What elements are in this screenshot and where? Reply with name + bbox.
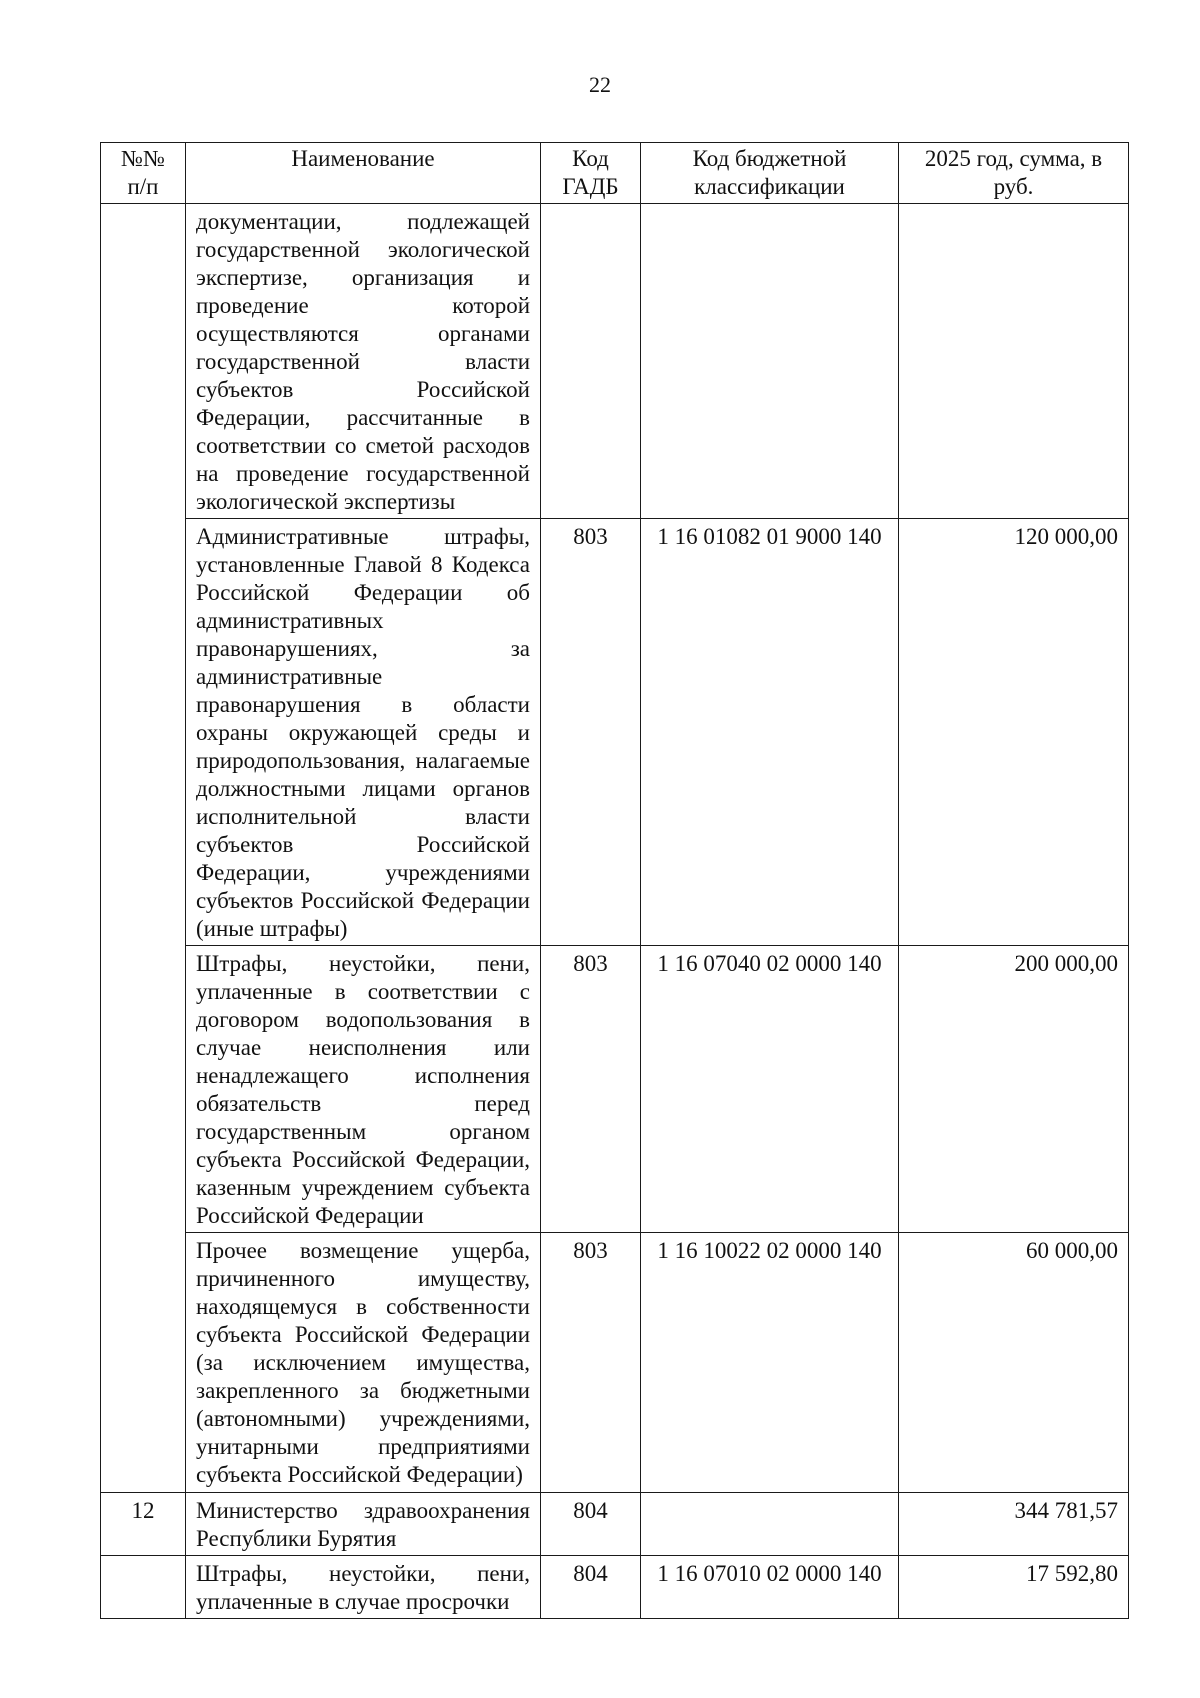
row-kbk: 1 16 10022 02 0000 140: [641, 1233, 899, 1493]
row-name: Штрафы, неустойки, пени, уплаченные в случае просрочки: [186, 1556, 541, 1619]
row-num: [101, 204, 186, 519]
row-sum: [899, 204, 1129, 519]
row-gadb: 804: [541, 1493, 641, 1556]
header-sum: 2025 год, сумма, в руб.: [899, 143, 1129, 204]
table-row: [101, 1233, 1129, 1493]
header-name: Наименование: [186, 143, 541, 204]
row-num: [101, 519, 186, 946]
row-sum: 60 000,00: [899, 1233, 1129, 1493]
row-sum: 200 000,00: [899, 946, 1129, 1233]
row-num: [101, 946, 186, 1233]
row-gadb: 803: [541, 1233, 641, 1493]
row-num: [101, 1556, 186, 1619]
row-num: 12: [101, 1493, 186, 1556]
row-name: документации, подлежащей государственной экологической экспертизе, организация и проведение которой осуществляются органами государственной власти субъектов Российской Федерации, рассчитанные в соответствии со сметой расходов на проведение государственной экологической экспертизы: [186, 204, 541, 519]
row-kbk: 1 16 07010 02 0000 140: [641, 1556, 899, 1619]
row-kbk: 1 16 01082 01 9000 140: [641, 519, 899, 946]
header-num: №№ п/п: [101, 143, 186, 204]
row-sum: 120 000,00: [899, 519, 1129, 946]
table-row: [101, 1556, 1129, 1619]
row-gadb: [541, 204, 641, 519]
table-row: [101, 946, 1129, 1233]
table-row: [101, 204, 1129, 519]
table-header-row: [101, 143, 1129, 204]
row-gadb: 804: [541, 1556, 641, 1619]
page-number: 22: [589, 72, 611, 97]
header-gadb: Код ГАДБ: [541, 143, 641, 204]
header-kbk: Код бюджетной классификации: [641, 143, 899, 204]
row-sum: 17 592,80: [899, 1556, 1129, 1619]
row-kbk: [641, 1493, 899, 1556]
row-name: Прочее возмещение ущерба, причиненного имуществу, находящемуся в собственности субъекта Российской Федерации (за исключением имущества, закрепленного за бюджетными (автономными) учреждениями, унитарными предприятиями субъекта Российской Федерации): [186, 1233, 541, 1493]
row-gadb: 803: [541, 519, 641, 946]
row-name: Министерство здравоохранения Республики Бурятия: [186, 1493, 541, 1556]
row-gadb: 803: [541, 946, 641, 1233]
budget-revenue-table: [100, 142, 1129, 1619]
row-num: [101, 1233, 186, 1493]
row-name: Административные штрафы, установленные Главой 8 Кодекса Российской Федерации об административных правонарушениях, за административные правонарушения в области охраны окружающей среды и природопользования, налагаемые должностными лицами органов исполнительной власти субъектов Российской Федерации, учреждениями субъектов Российской Федерации (иные штрафы): [186, 519, 541, 946]
row-sum: 344 781,57: [899, 1493, 1129, 1556]
row-kbk: 1 16 07040 02 0000 140: [641, 946, 899, 1233]
table-row: [101, 519, 1129, 946]
row-name: Штрафы, неустойки, пени, уплаченные в соответствии с договором водопользования в случае неисполнения или ненадлежащего исполнения обязательств перед государственным органом субъекта Российской Федерации, казенным учреждением субъекта Российской Федерации: [186, 946, 541, 1233]
row-kbk: [641, 204, 899, 519]
table-row: [101, 1493, 1129, 1556]
